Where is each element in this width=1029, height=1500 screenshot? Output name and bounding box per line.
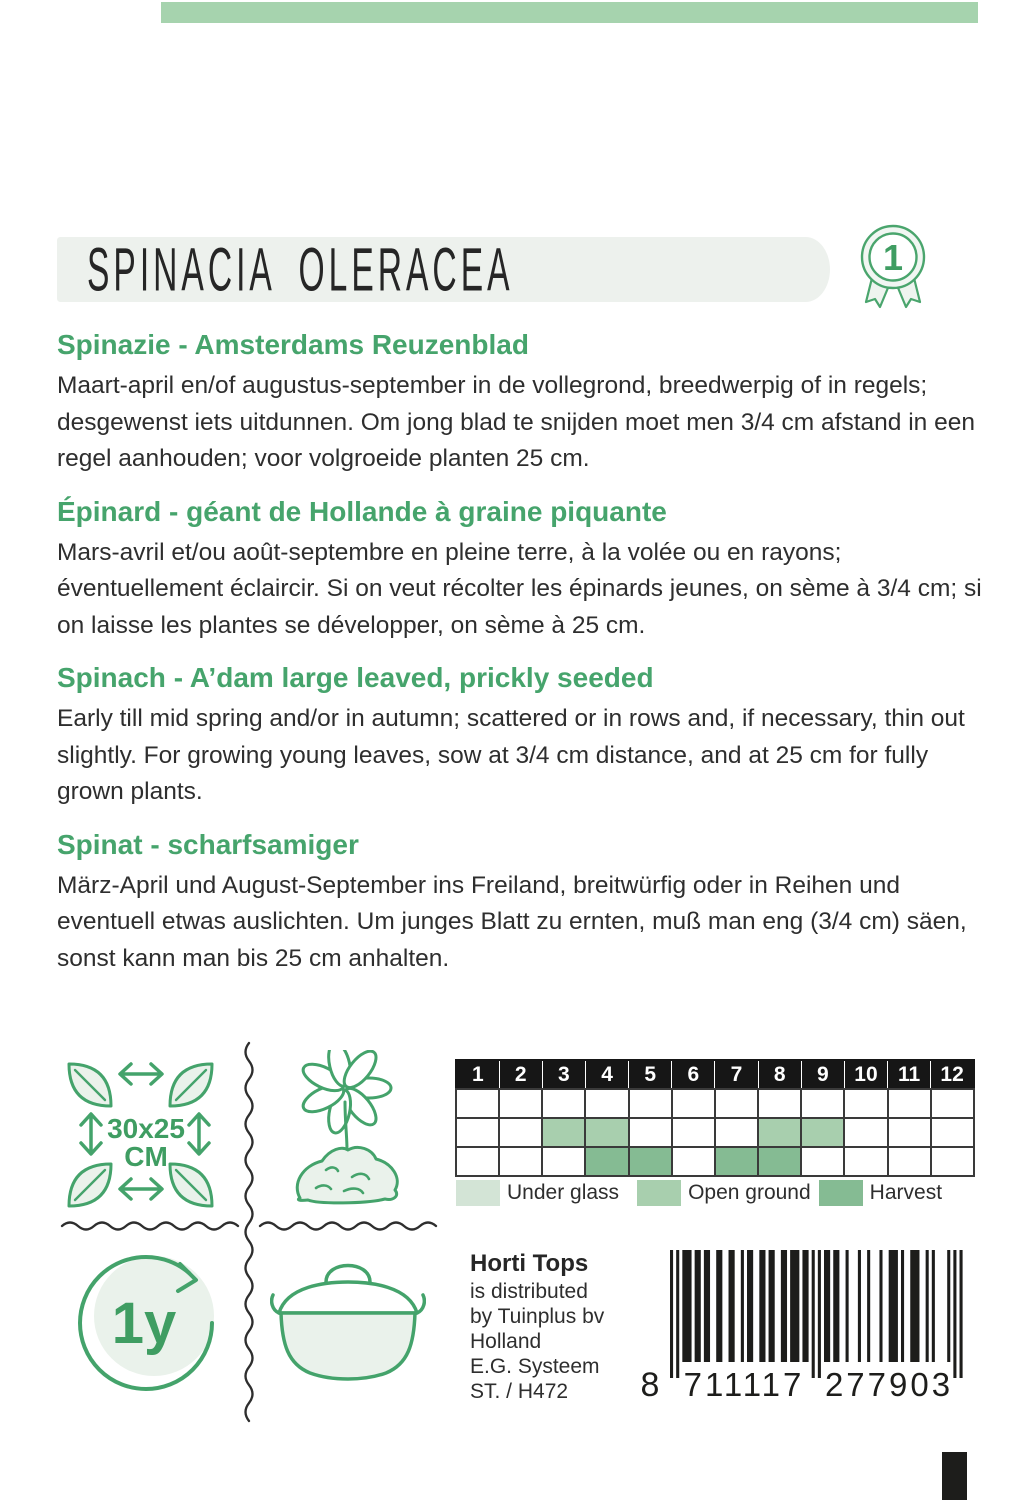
vertical-arrow-icon	[81, 1114, 101, 1154]
calendar-cell	[585, 1089, 628, 1118]
section-english	[57, 662, 985, 811]
calendar-cell	[758, 1118, 801, 1147]
seedling-icon	[288, 1050, 403, 1208]
legend-label-under-glass: Under glass	[507, 1181, 620, 1204]
section-body-french: Mars-avril et/ou août-septembre en pleine terre, à la volée ou en rayons; éventuellement éclaircir. Si on veut récolter les épinards jeunes, on sème à 3/4 cm; si on laisse les plantes se développer, on sème à 25 cm.	[57, 538, 982, 639]
section-body-german: März-April und August-September ins Freiland, breitwürfig oder in Reihen und eventuell etwas auslichten. Um junges Blatt zu ernten, muß man eng (3/4 cm) säen, sonst kann man bis 25 cm anhalten.	[57, 871, 967, 972]
calendar-legend	[456, 1180, 980, 1206]
calendar-cell	[715, 1147, 758, 1176]
calendar-cell	[499, 1147, 542, 1176]
section-dutch	[57, 329, 985, 478]
calendar-cell	[672, 1147, 715, 1176]
horizontal-wavy-divider	[60, 1218, 242, 1232]
calendar-cell	[456, 1147, 499, 1176]
calendar-cell	[672, 1118, 715, 1147]
calendar-cell	[629, 1118, 672, 1147]
calendar-cell	[931, 1147, 974, 1176]
spacing-value: 30x25	[107, 1113, 185, 1144]
calendar-grid	[455, 1059, 975, 1177]
calendar-cell	[888, 1089, 931, 1118]
badge-number: 1	[882, 237, 904, 278]
distributor-name: Horti Tops	[470, 1250, 589, 1277]
calendar-cell	[585, 1147, 628, 1176]
calendar-cell	[542, 1118, 585, 1147]
calendar-month-header: 3	[542, 1060, 585, 1089]
calendar-cell	[456, 1118, 499, 1147]
calendar-cell	[499, 1118, 542, 1147]
calendar-month-header: 9	[801, 1060, 844, 1089]
cooking-pot-icon	[270, 1256, 426, 1390]
section-heading-english: Spinach - A’dam large leaved, prickly seeded	[57, 662, 654, 693]
calendar-month-header: 7	[715, 1060, 758, 1089]
section-heading-french: Épinard - géant de Hollande à graine piquante	[57, 495, 667, 527]
calendar-month-header: 1	[456, 1060, 499, 1089]
leaf-icon	[170, 1064, 212, 1106]
calendar-cell	[758, 1089, 801, 1118]
sowing-calendar-table	[455, 1059, 975, 1177]
calendar-month-header: 8	[758, 1060, 801, 1089]
calendar-cell	[844, 1147, 887, 1176]
calendar-cell	[844, 1089, 887, 1118]
calendar-month-header: 5	[629, 1060, 672, 1089]
barcode-digits-right: 277903	[824, 1366, 954, 1403]
section-body-english: Early till mid spring and/or in autumn; scattered or in rows and, if necessary, thin out slightly. For growing young leaves, sow at 3/4 cm distance, and at 25 cm for fully grown plants.	[57, 705, 965, 805]
legend-swatch-under-glass	[456, 1180, 500, 1206]
calendar-cell	[715, 1118, 758, 1147]
calendar-month-header: 11	[888, 1060, 931, 1089]
calendar-month-header: 12	[931, 1060, 974, 1089]
calendar-cell	[801, 1089, 844, 1118]
calendar-cell	[801, 1147, 844, 1176]
section-heading-dutch: Spinazie - Amsterdams Reuzenblad	[57, 329, 529, 360]
calendar-cell	[456, 1089, 499, 1118]
calendar-row-under-glass	[456, 1089, 974, 1118]
distributor-line: by Tuinplus bv	[470, 1305, 605, 1328]
calendar-cell	[888, 1147, 931, 1176]
legend-swatch-open-ground	[637, 1180, 681, 1206]
calendar-month-header: 10	[844, 1060, 887, 1089]
legend-swatch-harvest	[819, 1180, 863, 1206]
barcode-bars	[670, 1250, 963, 1378]
barcode-digit-first: 8	[640, 1366, 660, 1404]
spacing-unit: CM	[124, 1141, 168, 1172]
calendar-cell	[931, 1089, 974, 1118]
horizontal-arrow-icon	[120, 1179, 162, 1199]
calendar-cell	[542, 1089, 585, 1118]
leaf-icon	[69, 1064, 111, 1106]
vertical-wavy-divider	[240, 1040, 258, 1424]
distributor-line: Holland	[470, 1330, 542, 1353]
distributor-block	[470, 1250, 640, 1404]
section-body-dutch: Maart-april en/of augustus-september in de vollegrond, breedwerpig of in regels; desgewenst iets uitdunnen. Om jong blad te snijden moet men 3/4 cm afstand in een regel aanhouden; voor volgroeide planten 25 cm.	[57, 372, 975, 472]
calendar-cell	[542, 1147, 585, 1176]
horizontal-arrow-icon	[120, 1064, 162, 1084]
leaf-icon	[170, 1164, 212, 1206]
lifecycle-label: 1y	[111, 1291, 177, 1356]
horizontal-wavy-divider	[258, 1218, 440, 1232]
print-registration-mark	[942, 1452, 967, 1500]
page-title: SPINACIA OLERACEA	[87, 235, 514, 304]
calendar-cell	[585, 1118, 628, 1147]
section-german	[57, 829, 985, 978]
description-sections	[57, 329, 985, 995]
calendar-month-header: 2	[499, 1060, 542, 1089]
calendar-cell	[888, 1118, 931, 1147]
calendar-cell	[758, 1147, 801, 1176]
legend-label-open-ground: Open ground	[688, 1181, 811, 1204]
calendar-month-header: 4	[585, 1060, 628, 1089]
plant-spacing-icon	[58, 1048, 230, 1220]
calendar-cell	[931, 1118, 974, 1147]
legend-label-harvest: Harvest	[869, 1181, 943, 1204]
top-color-bar	[161, 2, 978, 23]
calendar-month-header: 6	[672, 1060, 715, 1089]
distributor-line: is distributed	[470, 1280, 588, 1303]
calendar-cell	[629, 1147, 672, 1176]
calendar-cell	[629, 1089, 672, 1118]
section-french	[57, 496, 985, 645]
distributor-line: E.G. Systeem	[470, 1355, 600, 1378]
calendar-cell	[844, 1118, 887, 1147]
calendar-cell	[801, 1118, 844, 1147]
calendar-cell	[499, 1089, 542, 1118]
distributor-line: ST. / H472	[470, 1380, 569, 1403]
section-heading-german: Spinat - scharfsamiger	[57, 828, 359, 860]
calendar-row-harvest	[456, 1147, 974, 1176]
ean13-barcode	[634, 1246, 974, 1404]
calendar-cell	[672, 1089, 715, 1118]
vertical-arrow-icon	[189, 1114, 209, 1154]
calendar-cell	[715, 1089, 758, 1118]
calendar-row-open-ground	[456, 1118, 974, 1147]
rosette-badge-icon	[856, 224, 930, 310]
annual-cycle-icon	[72, 1250, 222, 1400]
title-band	[57, 237, 830, 302]
barcode-digits-left: 711117	[683, 1366, 805, 1403]
leaf-icon	[69, 1164, 111, 1206]
